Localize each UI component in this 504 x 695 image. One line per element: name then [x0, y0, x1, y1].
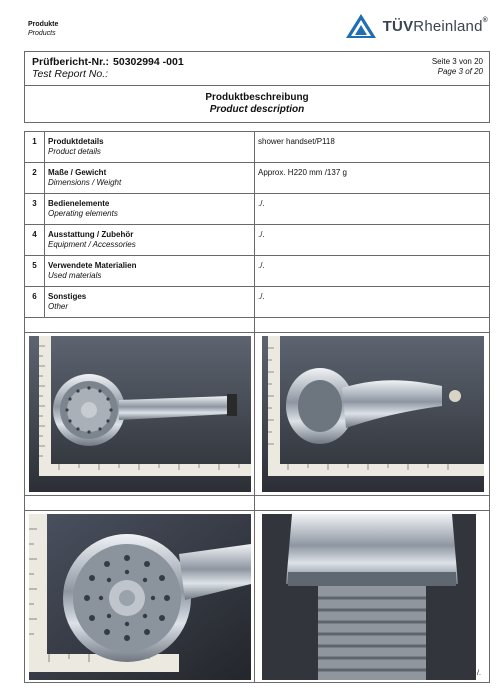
photo-handset-back [262, 336, 484, 492]
logo-text: TÜVRheinland® [382, 16, 488, 35]
photo-row-1 [25, 333, 490, 496]
row-label-en: Equipment / Accessories [48, 240, 136, 249]
row-label-de: Maße / Gewicht [48, 168, 107, 177]
page-number-block [432, 57, 483, 77]
category-de: Produkte [28, 21, 59, 28]
row-value: shower handset/P118 [255, 132, 490, 163]
row-label [45, 256, 255, 287]
row-label [45, 163, 255, 194]
row-label-de: Bedienelemente [48, 199, 110, 208]
spacer-row-2 [25, 496, 490, 511]
photo-row-2 [25, 511, 490, 683]
photo-cell-front [25, 333, 255, 496]
category-en: Products [28, 30, 56, 37]
row-label-en: Product details [48, 147, 101, 156]
tail-mark: /. [477, 670, 481, 677]
report-label-de: Prüfbericht-Nr.: [32, 56, 110, 68]
row-label [45, 194, 255, 225]
row-label-en: Other [48, 302, 69, 311]
section-title-de: Produktbeschreibung [205, 92, 309, 103]
photo-handset-front [29, 336, 251, 492]
description-row [25, 287, 490, 318]
description-row [25, 132, 490, 163]
product-description-table [24, 131, 490, 683]
tuv-rheinland-logo [345, 13, 488, 39]
row-label-de: Verwendete Materialien [48, 261, 137, 270]
row-label-en: Dimensions / Weight [48, 178, 122, 187]
row-label-de: Sonstiges [48, 292, 87, 301]
photo-cell-spray-face [25, 511, 255, 683]
photo-cell-connector [255, 511, 490, 683]
row-value: ./. [255, 287, 490, 318]
page-de: Seite 3 von 20 [431, 57, 483, 66]
description-row [25, 256, 490, 287]
row-label-de: Ausstattung / Zubehör [48, 230, 134, 239]
row-label [45, 287, 255, 318]
description-row [25, 194, 490, 225]
row-value: Approx. H220 mm /137 g [255, 163, 490, 194]
page-en: Page 3 of 20 [437, 67, 483, 76]
report-label-en: Test Report No.: [32, 68, 109, 80]
report-header [24, 51, 490, 86]
row-number: 6 [25, 287, 45, 318]
row-label-de: Produktdetails [48, 137, 104, 146]
header-category [28, 20, 58, 38]
row-number: 4 [25, 225, 45, 256]
photo-threaded-connector [262, 514, 476, 680]
row-number: 2 [25, 163, 45, 194]
spacer-row [25, 318, 490, 333]
row-number: 1 [25, 132, 45, 163]
row-label [45, 225, 255, 256]
row-label-en: Used materials [48, 271, 102, 280]
row-value: ./. [255, 256, 490, 287]
tuv-triangle-icon [345, 13, 377, 39]
row-number: 3 [25, 194, 45, 225]
description-row [25, 225, 490, 256]
section-title-box [24, 85, 490, 123]
row-label [45, 132, 255, 163]
row-value: ./. [255, 194, 490, 225]
row-label-en: Operating elements [48, 209, 118, 218]
report-number: 50302994 -001 [113, 56, 184, 68]
row-value: ./. [255, 225, 490, 256]
row-number: 5 [25, 256, 45, 287]
photo-cell-back [255, 333, 490, 496]
photo-spray-face [29, 514, 251, 680]
report-number-block [32, 56, 184, 80]
description-row [25, 163, 490, 194]
section-title-en: Product description [209, 104, 305, 115]
